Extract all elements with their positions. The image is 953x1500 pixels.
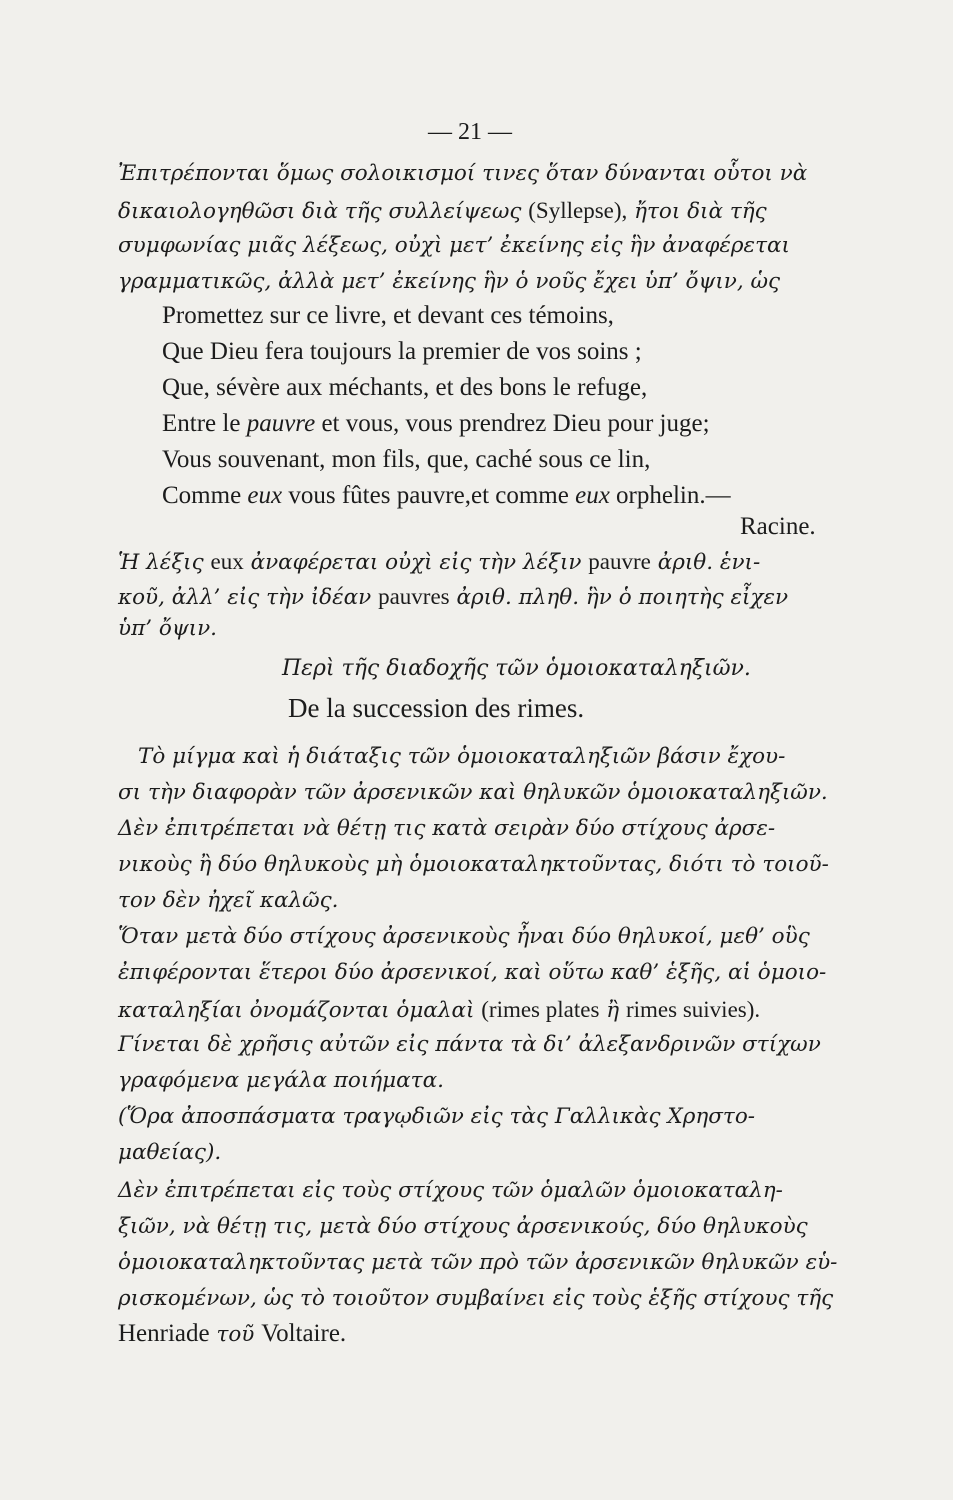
text-fragment: pauvre — [246, 410, 316, 437]
text-line: (Ὅρα ἀποσπάσματα τραγῳδιῶν εἰς τὰς Γαλλικὰς Χρηστο- — [118, 1104, 756, 1129]
text-line: γραμματικῶς, ἀλλὰ μετ’ ἐκείνης ἣν ὁ νοῦς ἔχει ὑπ’ ὄψιν, ὡς — [118, 269, 781, 294]
text-line: Δὲν ἐπιτρέπεται νὰ θέτῃ τις κατὰ σειρὰν δύο στίχους ἀρσε- — [118, 816, 776, 841]
text-fragment: (Syllepse), — [528, 198, 628, 223]
text-line — [118, 585, 788, 609]
text-fragment: et vous, vous prendrez Dieu pour juge; — [321, 410, 710, 437]
poem-line — [162, 411, 710, 436]
text-line: Γίνεται δὲ χρῆσις αὐτῶν εἰς πάντα τὰ δι’ ἀλεξανδρινῶν στίχων — [118, 1032, 821, 1057]
text-line: νικοὺς ἢ δύο θηλυκοὺς μὴ ὁμοιοκαταληκτοῦντας, διότι τὸ τοιοῦ- — [118, 852, 829, 877]
text-line — [118, 998, 760, 1022]
text-line: ρισκομένων, ὡς τὸ τοιοῦτον συμβαίνει εἰς τοὺς ἑξῆς στίχους τῆς — [118, 1286, 834, 1311]
text-fragment: Voltaire. — [261, 1320, 347, 1347]
text-fragment: Ἡ λέξις — [118, 550, 204, 575]
text-fragment: pauvres — [378, 584, 450, 609]
text-fragment: eux — [575, 482, 610, 509]
text-fragment: ἢ — [606, 998, 620, 1023]
text-fragment: ἀναφέρεται οὐχὶ εἰς τὴν λέξιν — [250, 550, 582, 575]
text-line — [118, 199, 767, 223]
text-fragment: rimes suivies). — [625, 997, 761, 1022]
poem-line: Vous souvenant, mon fils, que, caché sous ce lin, — [162, 446, 651, 473]
text-line: ὑπ’ ὄψιν. — [118, 616, 218, 641]
text-line: μαθείας). — [118, 1140, 222, 1165]
poem-line: Que, sévère aux méchants, et des bons le refuge, — [162, 374, 648, 401]
text-line: ὁμοιοκαταληκτοῦντας μετὰ τῶν πρὸ τῶν ἀρσενικῶν θηλυκῶν εὑ- — [118, 1250, 838, 1275]
text-line: γραφόμενα μεγάλα ποιήματα. — [118, 1068, 444, 1093]
text-fragment: pauvre — [588, 549, 651, 574]
text-line: τον δὲν ἠχεῖ καλῶς. — [118, 888, 339, 913]
text-line — [118, 1321, 346, 1346]
text-line: Δὲν ἐπιτρέπεται εἰς τοὺς στίχους τῶν ὁμαλῶν ὁμοιοκαταλη- — [118, 1178, 783, 1203]
poem-line — [162, 483, 731, 508]
text-fragment: ἤτοι διὰ τῆς — [634, 199, 767, 224]
text-fragment: eux — [210, 549, 244, 574]
text-fragment: δικαιολογηθῶσι διὰ τῆς συλλείψεως — [118, 199, 522, 224]
text-fragment: Comme — [162, 482, 242, 509]
text-fragment: τοῦ — [216, 1322, 255, 1347]
section-heading-greek: Περὶ τῆς διαδοχῆς τῶν ὁμοιοκαταληξιῶν. — [282, 656, 751, 681]
text-fragment: eux — [247, 482, 283, 509]
poem-line: Promettez sur ce livre, et devant ces témoins, — [162, 302, 614, 329]
text-line: Ὅταν μετὰ δύο στίχους ἀρσενικοὺς ἦναι δύο θηλυκοί, μεθ’ οὓς — [118, 924, 810, 949]
text-fragment: καταληξίαι ὀνομάζονται ὁμαλαὶ — [118, 998, 475, 1023]
section-heading-french: De la succession des rimes. — [288, 693, 585, 723]
text-line: σι τὴν διαφορὰν τῶν ἀρσενικῶν καὶ θηλυκῶν ὁμοιοκαταληξιῶν. — [118, 780, 828, 805]
text-line: ἐπιφέρονται ἕτεροι δύο ἀρσενικοί, καὶ οὕτω καθ’ ἑξῆς, αἱ ὁμοιο- — [118, 960, 827, 985]
text-line: Ἐπιτρέπονται ὅμως σολοικισμοί τινες ὅταν δύνανται οὗτοι νὰ — [118, 161, 808, 186]
text-fragment: (rimes plates — [481, 997, 600, 1022]
text-fragment: vous fûtes pauvre,et comme — [288, 482, 569, 509]
text-line — [118, 550, 760, 574]
text-line: ξιῶν, νὰ θέτῃ τις, μετὰ δύο στίχους ἀρσενικούς, δύο θηλυκοὺς — [118, 1214, 808, 1239]
poem-author: Racine. — [740, 513, 816, 540]
text-fragment: orphelin.— — [616, 482, 731, 509]
poem-line: Que Dieu fera toujours la premier de vos soins ; — [162, 338, 642, 365]
text-fragment: Entre le — [162, 410, 241, 437]
text-line: Τὸ μίγμα καὶ ἡ διάταξις τῶν ὁμοιοκαταληξιῶν βάσιν ἔχου- — [138, 744, 786, 769]
text-fragment: Henriade — [118, 1320, 210, 1347]
text-fragment: ἀριθ. πληθ. ἣν ὁ ποιητὴς εἶχεν — [456, 585, 789, 610]
page-number: — 21 — — [428, 119, 512, 145]
text-line: συμφωνίας μιᾶς λέξεως, οὐχὶ μετ’ ἐκείνης εἰς ἣν ἀναφέρεται — [118, 233, 790, 258]
text-fragment: ἀριθ. ἑνι- — [657, 550, 761, 575]
text-fragment: κοῦ, ἀλλ’ εἰς τὴν ἰδέαν — [118, 585, 372, 610]
